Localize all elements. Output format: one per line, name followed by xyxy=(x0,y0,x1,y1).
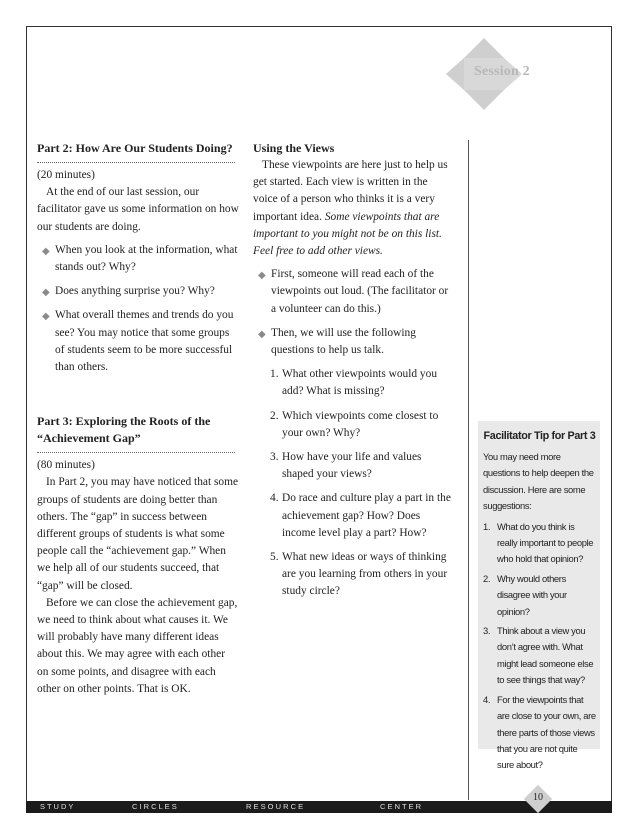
list-item: 1. What do you think is really important to people who hold that opinion? xyxy=(483,520,594,565)
list-item: ◆ Does anything surprise you? Why? xyxy=(37,283,239,300)
footer-word: S T U D Y xyxy=(40,802,74,811)
footer-bar xyxy=(26,801,612,813)
list-item: 2. Why would others disagree with your opinion? xyxy=(483,572,567,617)
dotted-divider xyxy=(37,447,235,453)
diamond-bullet-icon: ◆ xyxy=(258,328,266,340)
part3-paragraph-2: Before we can close the achievement gap, we need to think about what causes it. We will probably have many different ideas about this. We may agree with each other on some points, and disagree with each other on other points. That is OK. xyxy=(37,596,238,695)
list-item: ◆ First, someone will read each of the viewpoints out loud. (The facilitator or a volunteer can do this.) xyxy=(258,268,449,315)
tip-list xyxy=(483,519,596,774)
part2-intro: At the end of our last session, our facilitator gave us some information on how our students are doing. xyxy=(37,186,239,233)
list-item: ◆ What overall themes and trends do you see? You may notice that some groups of students seem to be more successful than others. xyxy=(42,309,234,374)
list-item: ◆ When you look at the information, what stands out? Why? xyxy=(42,243,238,274)
using-views-intro: These viewpoints are here just to help us get started. Each view is written in the voice of a person who thinks it is a very important idea. Some viewpoints that are important to you might not be on this list. Feel free to add other views. xyxy=(253,159,448,258)
facilitator-tip-box xyxy=(478,421,600,771)
session-label: Session 2 xyxy=(474,64,530,79)
part3-heading: Part 3: Exploring the Roots of the “Achievement Gap” xyxy=(37,414,211,446)
diamond-bullet-icon: ◆ xyxy=(42,245,50,257)
part3-paragraph-1: In Part 2, you may have noticed that some groups of students are doing better than others. The “gap” in success between different groups of students is what some people call the “achievement gap.” When we help all of our students succeed, that “gap” will be closed. xyxy=(37,476,239,592)
list-item: 4. Do race and culture play a part in the achievement gap? How? Does income level play a part? How? xyxy=(270,492,451,539)
page-number: 10 xyxy=(533,792,543,803)
column-divider xyxy=(468,140,469,800)
part3-duration: (80 minutes) xyxy=(37,459,95,472)
dotted-divider xyxy=(37,157,235,163)
list-item: ◆ Then, we will use the following questions to help us talk. xyxy=(258,326,416,357)
left-column xyxy=(37,140,239,698)
diamond-bullet-icon: ◆ xyxy=(258,270,266,282)
questions-list xyxy=(253,366,453,600)
tip-intro: You may need more questions to help deepen the discussion. Here are some suggestions: xyxy=(483,451,594,512)
part2-bullet-list xyxy=(37,242,239,376)
views-bullet-list xyxy=(253,266,453,359)
part2-heading: Part 2: How Are Our Students Doing? xyxy=(37,141,233,155)
using-views-italic-note: Some viewpoints that are important to you might not be on this list. Feel free to add other views. xyxy=(253,210,442,258)
list-item: 2. Which viewpoints come closest to your own? Why? xyxy=(270,409,439,439)
part2-duration: (20 minutes) xyxy=(37,169,95,181)
footer-word: C I R C L E S xyxy=(132,802,177,811)
using-views-heading: Using the Views xyxy=(253,141,335,155)
middle-column xyxy=(253,140,453,608)
list-item: 4. For the viewpoints that are close to your own, are there parts of those views that you are not quite sure about? xyxy=(483,693,596,771)
list-item: 1. What other viewpoints would you add? What is missing? xyxy=(270,368,438,398)
diamond-bullet-icon: ◆ xyxy=(42,287,50,299)
tip-title: Facilitator Tip for Part 3 xyxy=(483,430,596,442)
diamond-bullet-icon: ◆ xyxy=(42,311,50,323)
list-item: 5. What new ideas or ways of thinking are you learning from others in your study circle? xyxy=(270,551,448,598)
list-item: 3. Think about a view you don’t agree with. What might lead someone else to see things that way? xyxy=(483,625,594,686)
list-item: 3. How have your life and values shaped your views? xyxy=(270,451,422,481)
footer-word: C E N T E R xyxy=(380,802,421,811)
footer-word: R E S O U R C E xyxy=(246,802,304,811)
